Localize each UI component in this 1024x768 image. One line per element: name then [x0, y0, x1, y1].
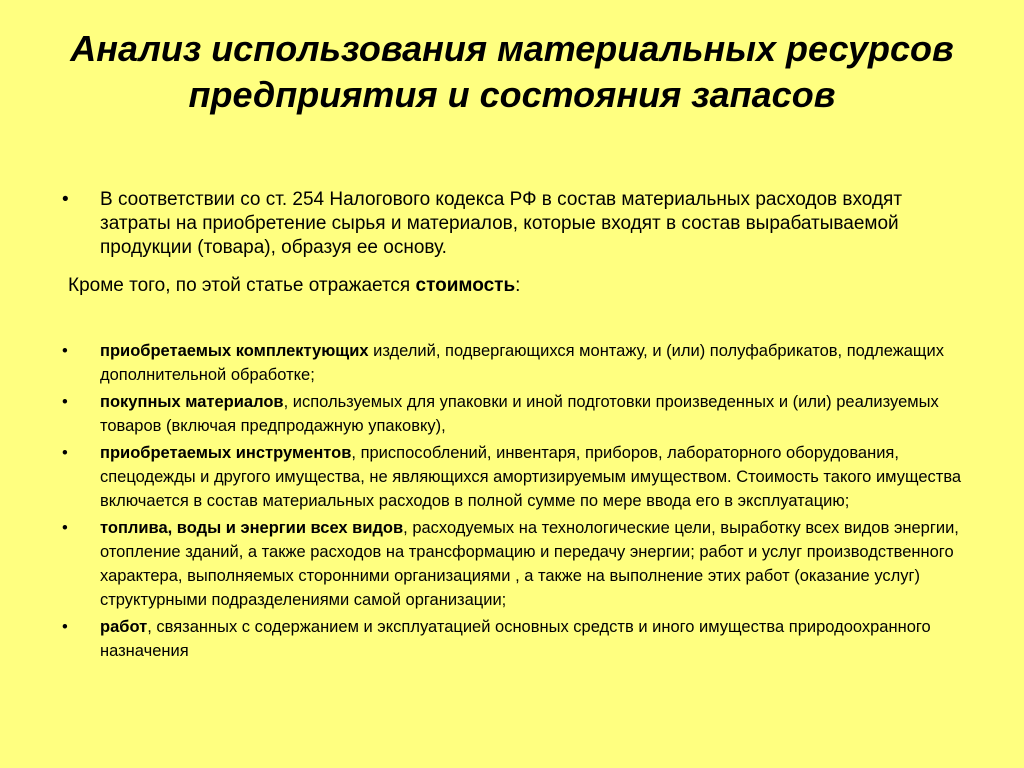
list-item: [62, 615, 972, 663]
intro-extra-suffix: :: [515, 275, 521, 296]
list-item-text: , приспособлений, инвентаря, приборов, лабораторного оборудования, спецодежды и другого имущества, не являющихся амортизируемым имуществом. Стоимость такого имущества включается в состав материальных расходов в полной сумме по мере ввода его в эксплуатацию;: [100, 444, 962, 510]
intro-text: В соответствии со ст. 254 Налогового кодекса РФ в состав материальных расходов входят затраты на приобретение сырья и материалов, которые входят в состав вырабатываемой продукции (товара), образуя ее основу.: [100, 189, 903, 258]
list-item-bold: покупных материалов: [100, 393, 284, 411]
list-item-bold: приобретаемых инструментов: [100, 444, 352, 462]
bullet-icon: •: [62, 519, 68, 537]
slide-title: Анализ использования материальных ресурсов предприятия и состояния запасов: [70, 28, 954, 115]
intro-block: [62, 188, 972, 298]
bullet-icon: •: [62, 189, 69, 210]
bullet-icon: •: [62, 342, 68, 360]
intro-extra-prefix: Кроме того, по этой статье отражается: [68, 275, 416, 296]
intro-bullet-item: [62, 188, 972, 260]
list-item-bold: приобретаемых комплектующих: [100, 342, 369, 360]
cost-items-list: [62, 339, 972, 666]
list-item-text: , используемых для упаковки и иной подготовки произведенных и (или) реализуемых товаров (включая предпродажную упаковку),: [100, 393, 939, 435]
list-item: [62, 339, 972, 387]
list-item: [62, 441, 972, 513]
intro-extra-bold: стоимость: [415, 275, 516, 296]
list-item-bold: топлива, воды и энергии всех видов: [100, 519, 404, 537]
list-item: [62, 516, 972, 612]
bullet-icon: •: [62, 444, 68, 462]
intro-extra-line: [62, 274, 972, 298]
list-item-bold: работ: [100, 618, 148, 636]
list-item-text: , связанных с содержанием и эксплуатацией основных средств и иного имущества природоохранного назначения: [100, 618, 931, 660]
list-item-text: , расходуемых на технологические цели, выработку всех видов энергии, отопление зданий, а также расходов на трансформацию и передачу энергии; работ и услуг производственного характера, выполняемых сторонними организациями , а также на выполнение этих работ (оказание услуг) структурными подразделениями самой организации;: [100, 519, 959, 609]
list-item: [62, 390, 972, 438]
bullet-icon: •: [62, 618, 68, 636]
bullet-icon: •: [62, 393, 68, 411]
list-item-text: изделий, подвергающихся монтажу, и (или) полуфабрикатов, подлежащих дополнительной обработке;: [100, 342, 944, 384]
